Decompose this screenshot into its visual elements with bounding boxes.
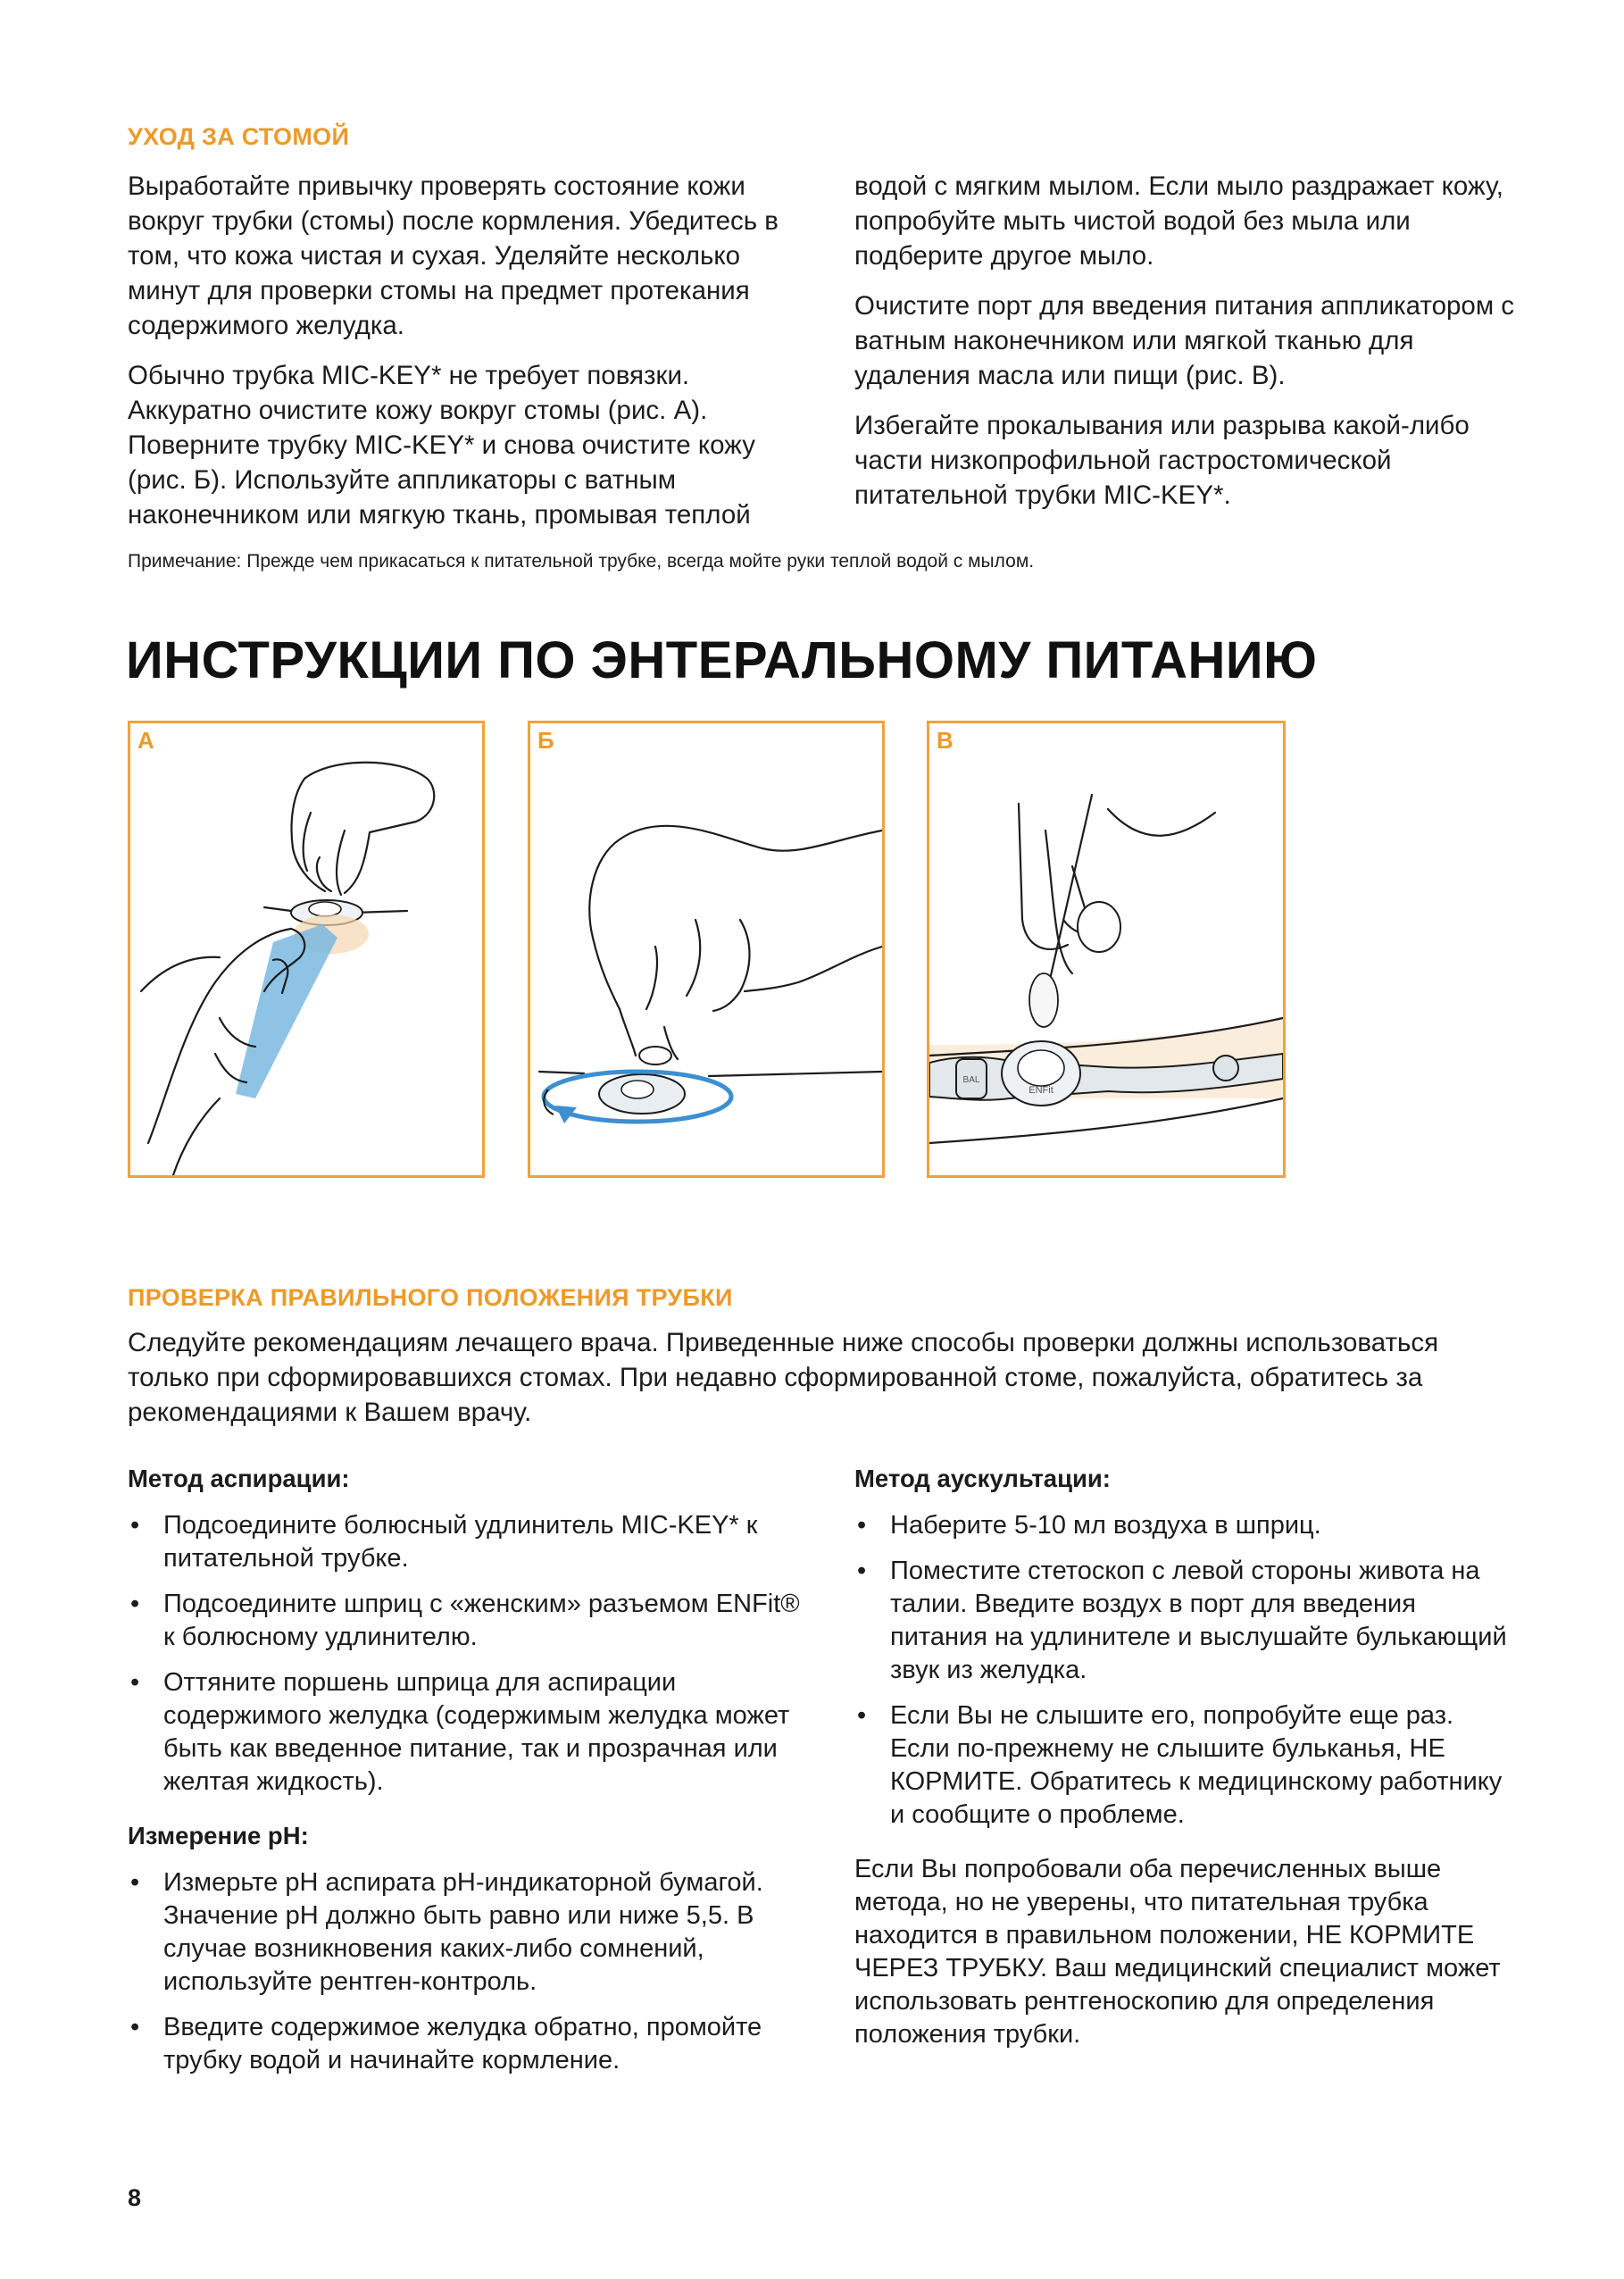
placement-right-column	[854, 1465, 1515, 2051]
section-heading-placement: ПРОВЕРКА ПРАВИЛЬНОГО ПОЛОЖЕНИЯ ТРУБКИ	[128, 1284, 733, 1311]
note: Примечание: Прежде чем прикасаться к питательной трубке, всегда мойте руки теплой водой с мылом.	[128, 551, 1035, 572]
paragraph: Обычно трубка MIC-KEY* не требует повязки. Аккуратно очистите кожу вокруг стомы (рис. А). Поверните трубку MIC-KEY* и снова очистите кожу (рис. Б). Используйте аппликаторы с ватным наконечником или мягкую ткань, промывая теплой	[128, 361, 755, 530]
stoma-care-right-column	[854, 169, 1515, 528]
list-item: • Оттяните поршень шприца для аспирации содержимого желудка (содержимым желудка может быть как введенное питание, так и прозрачная или желтая жидкость).	[128, 1666, 815, 1799]
placement-left-column	[128, 1465, 815, 2090]
paragraph: Очистите порт для введения питания аппликатором с ватным наконечником или мягкой тканью для удаления масла или пищи (рис. В).	[854, 291, 1515, 390]
auscultation-list	[854, 1509, 1515, 1832]
auscultation-title: Метод аускультации:	[854, 1465, 1111, 1492]
list-item: • Поместите стетоскоп с левой стороны живота на талии. Введите воздух в порт для введения питания на удлинителе и выслушайте булькающий звук из желудка.	[854, 1555, 1515, 1687]
figure-a-illustration	[130, 723, 482, 1175]
figure-c-illustration	[929, 723, 1283, 1175]
figure-c	[927, 721, 1286, 1178]
ph-list	[128, 1866, 815, 2077]
page-number: 8	[128, 2184, 142, 2211]
list-item: • Измерьте pH аспирата pH-индикаторной бумагой. Значение pH должно быть равно или ниже 5,5. В случае возникновения каких-либо сомнений, используйте рентген-контроль.	[128, 1866, 815, 1999]
figure-b	[528, 721, 885, 1178]
list-item: • Введите содержимое желудка обратно, промойте трубку водой и начинайте кормление.	[128, 2011, 815, 2077]
ph-title: Измерение pH:	[128, 1822, 309, 1849]
section-heading-stoma-care: УХОД ЗА СТОМОЙ	[128, 123, 350, 150]
figure-c-label: В	[937, 727, 954, 754]
list-item: • Наберите 5-10 мл воздуха в шприц.	[854, 1509, 1515, 1542]
list-item: • Подсоедините болюсный удлинитель MIC-KEY* к питательной трубке.	[128, 1509, 815, 1575]
figure-a	[128, 721, 485, 1178]
auscultation-closing: Если Вы попробовали оба перечисленных выше метода, но не уверены, что питательная трубка находится в правильном положении, НЕ КОРМИТЕ ЧЕРЕЗ ТРУБКУ. Ваш медицинский специалист может использовать рентгеноскопию для определения положения трубки.	[854, 1855, 1501, 2049]
aspiration-list	[128, 1509, 815, 1799]
paragraph: водой с мягким мылом. Если мыло раздражает кожу, попробуйте мыть чистой водой без мыла или подберите другое мыло.	[854, 171, 1503, 271]
figure-b-illustration	[530, 723, 882, 1175]
stoma-care-left-column	[128, 169, 806, 547]
placement-intro: Следуйте рекомендациям лечащего врача. Приведенные ниже способы проверки должны использоваться только при сформировавшихся стомах. При недавно сформированной стоме, пожалуйста, обратитесь за рекомендациями к Вашем врачу.	[128, 1328, 1439, 1427]
figure-b-label: Б	[537, 727, 554, 754]
paragraph: Выработайте привычку проверять состояние кожи вокруг трубки (стомы) после кормления. Убедитесь в том, что кожа чистая и сухая. Уделяйте несколько минут для проверки стомы на предмет протекания содержимого желудка.	[128, 171, 779, 340]
device-port-text: ENFit	[1029, 1085, 1054, 1096]
list-item: • Подсоедините шприц с «женским» разъемом ENFit® к болюсному удлинителю.	[128, 1588, 815, 1654]
aspiration-title: Метод аспирации:	[128, 1465, 350, 1492]
device-bal-text: BAL	[962, 1075, 980, 1085]
figure-a-label: А	[137, 727, 154, 754]
list-item: • Если Вы не слышите его, попробуйте еще раз. Если по-прежнему не слышите бульканья, НЕ КОРМИТЕ. Обратитесь к медицинскому работнику и сообщите о проблеме.	[854, 1699, 1515, 1832]
page-title: ИНСТРУКЦИИ ПО ЭНТЕРАЛЬНОМУ ПИТАНИЮ	[126, 631, 1318, 689]
paragraph: Избегайте прокалывания или разрыва какой-либо части низкопрофильной гастростомической питательной трубки MIC-KEY*.	[854, 411, 1470, 510]
